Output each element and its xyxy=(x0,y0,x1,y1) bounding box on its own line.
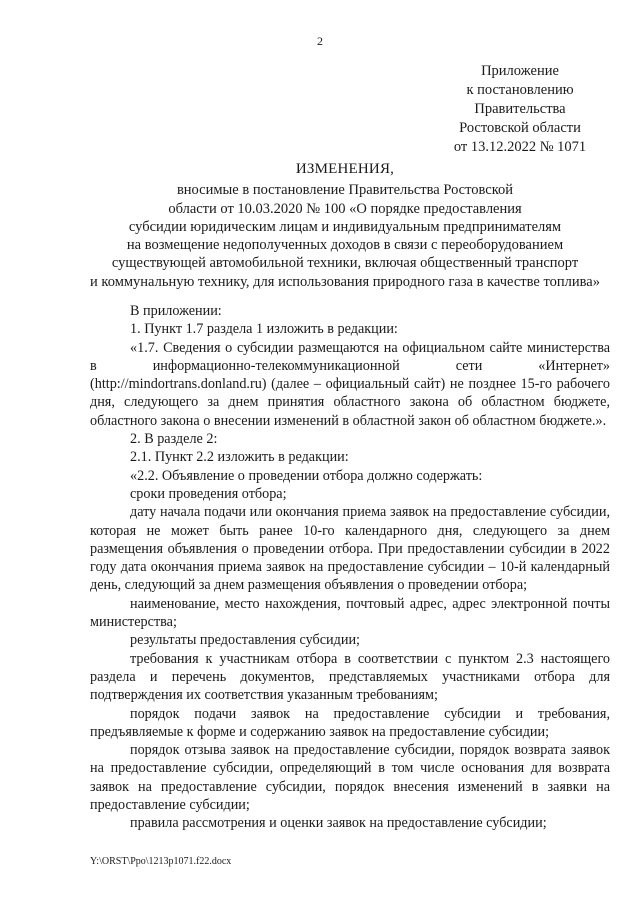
page-number: 2 xyxy=(317,34,323,48)
appendix-line: Ростовской области xyxy=(459,120,581,136)
body-paragraph: «1.7. Сведения о субсидии размещаются на официальном сайте министерства в информационно-телекоммуникационной сети «Интернет» (http://mindortrans.donland.ru) (далее – официальный сайт) не позднее 15-го рабочего дня, следующего за днем принятия областного закона об областном бюджете, областного закона о внесении изменений в областной закон об областном бюджете.». xyxy=(90,339,610,429)
body-paragraph: дату начала подачи или окончания приема заявок на предоставление субсидии, которая не может быть ранее 10-го календарного дня, следующего за днем размещения объявления о проведении отбора. При предоставлении субсидии в 2022 году дата окончания приема заявок на предоставление субсидии – 10-й календарный день, следующий за днем размещения объявления о проведении отбора; xyxy=(90,504,610,594)
document-title xyxy=(80,160,610,291)
body-paragraph: правила рассмотрения и оценки заявок на предоставление субсидии; xyxy=(130,815,547,832)
body-paragraph: «2.2. Объявление о проведении отбора должно содержать: xyxy=(130,467,483,484)
document-body xyxy=(90,302,610,833)
appendix-line: Приложение xyxy=(481,63,559,79)
body-paragraph: порядок отзыва заявок на предоставление субсидии, порядок возврата заявок на предоставление субсидии, определяющий в том числе основания для возврата заявок на предоставление субсидии, порядок внесения изменений в заявки на предоставление субсидии; xyxy=(90,742,610,814)
body-paragraph: требования к участникам отбора в соответствии с пунктом 2.3 настоящего раздела и перечень документов, представляемых участниками отбора для подтверждения их соответствия указанным требованиям; xyxy=(90,650,610,704)
body-paragraph: В приложении: xyxy=(130,303,222,319)
body-paragraph: наименование, место нахождения, почтовый адрес, адрес электронной почты министерства; xyxy=(90,595,610,631)
title-line: существующей автомобильной техники, включая общественный транспорт xyxy=(111,255,579,272)
footer-file-path: Y:\ORST\Ppo\1213p1071.f22.docx xyxy=(90,856,232,867)
appendix-line: к постановлению xyxy=(466,82,574,98)
body-paragraph: результаты предоставления субсидии; xyxy=(130,632,360,649)
body-paragraph: 1. Пункт 1.7 раздела 1 изложить в редакции: xyxy=(130,321,398,338)
appendix-line: от 13.12.2022 № 1071 xyxy=(453,139,587,155)
title-line: области от 10.03.2020 № 100 «О порядке предоставления xyxy=(168,200,522,217)
appendix-block xyxy=(440,62,600,157)
body-paragraph: сроки проведения отбора; xyxy=(130,485,287,502)
body-paragraph: порядок подачи заявок на предоставление субсидии и требования, предъявляемые к форме и содержанию заявок на предоставление субсидии; xyxy=(90,705,610,740)
title-heading: ИЗМЕНЕНИЯ, xyxy=(295,161,395,177)
title-line: и коммунальную технику, для использования природного газа в качестве топлива» xyxy=(90,273,600,290)
title-line: на возмещение недополученных доходов в связи с переоборудованием xyxy=(126,237,564,254)
title-line: субсидии юридическим лицам и индивидуальным предпринимателям xyxy=(128,218,562,235)
body-paragraph: 2. В разделе 2: xyxy=(130,431,218,448)
body-paragraph: 2.1. Пункт 2.2 изложить в редакции: xyxy=(130,449,349,466)
appendix-line: Правительства xyxy=(474,101,566,117)
title-line: вносимые в постановление Правительства Ростовской xyxy=(176,182,514,199)
